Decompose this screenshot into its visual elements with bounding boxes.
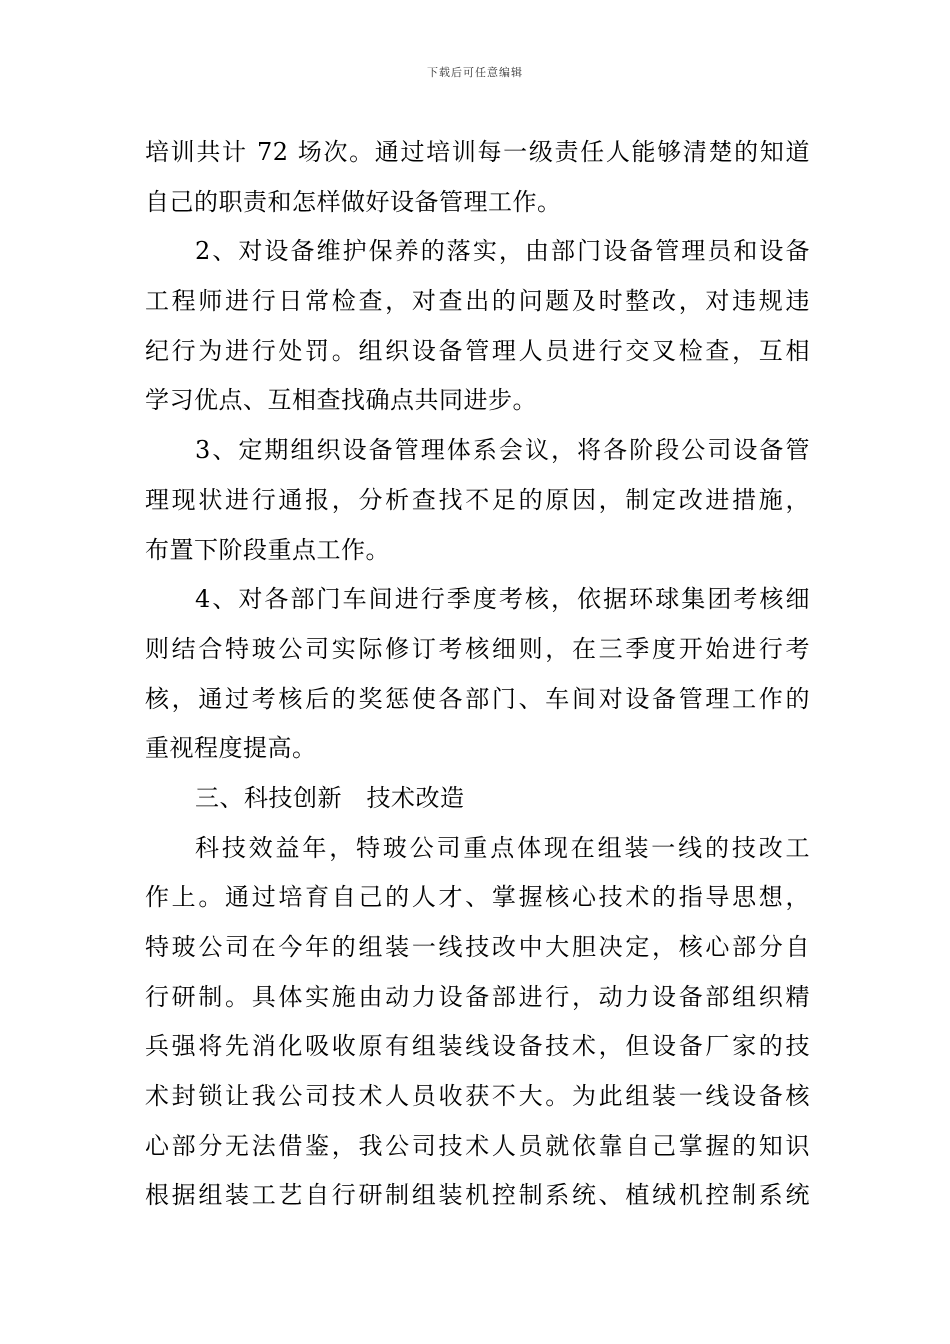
document-body xyxy=(145,128,810,1221)
header-note: 下载后可任意编辑 xyxy=(427,66,523,79)
text-line: 布置下阶段重点工作。 xyxy=(145,535,390,564)
text-line: 行研制。具体实施由动力设备部进行，动力设备部组织精 xyxy=(145,982,810,1011)
text-line: 核，通过考核后的奖惩使各部门、车间对设备管理工作的 xyxy=(145,684,810,713)
text-line: 理现状进行通报，分析查找不足的原因，制定改进措施， xyxy=(145,485,810,514)
text-line: 3、定期组织设备管理体系会议，将各阶段公司设备管 xyxy=(195,436,810,465)
text-line: 工程师进行日常检查，对查出的问题及时整改，对违规违 xyxy=(145,287,810,316)
text-line: 重视程度提高。 xyxy=(145,734,317,763)
text-line: 培训共计 72 场次。通过培训每一级责任人能够清楚的知道 xyxy=(145,138,810,166)
text-line: 自己的职责和怎样做好设备管理工作。 xyxy=(145,187,562,216)
text-line: 根据组装工艺自行研制组装机控制系统、植绒机控制系统 xyxy=(145,1181,810,1210)
text-line: 术封锁让我公司技术人员收获不大。为此组装一线设备核 xyxy=(145,1082,810,1111)
text-line: 则结合特玻公司实际修订考核细则，在三季度开始进行考 xyxy=(145,634,810,663)
text-line: 科技效益年，特玻公司重点体现在组装一线的技改工 xyxy=(195,833,810,862)
text-line: 2、对设备维护保养的落实，由部门设备管理员和设备 xyxy=(195,237,810,266)
section-heading: 三、科技创新 技术改造 xyxy=(195,783,465,812)
text-line: 作上。通过培育自己的人才、掌握核心技术的指导思想， xyxy=(145,883,810,912)
text-line: 兵强将先消化吸收原有组装线设备技术，但设备厂家的技 xyxy=(145,1032,810,1061)
text-line: 学习优点、互相查找确点共同进步。 xyxy=(145,386,537,415)
text-line: 特玻公司在今年的组装一线技改中大胆决定，核心部分自 xyxy=(145,933,810,961)
text-line: 纪行为进行处罚。组织设备管理人员进行交叉检查，互相 xyxy=(145,336,810,365)
text-line: 心部分无法借鉴，我公司技术人员就依靠自己掌握的知识 xyxy=(145,1131,810,1160)
text-line: 4、对各部门车间进行季度考核，依据环球集团考核细 xyxy=(195,585,810,614)
